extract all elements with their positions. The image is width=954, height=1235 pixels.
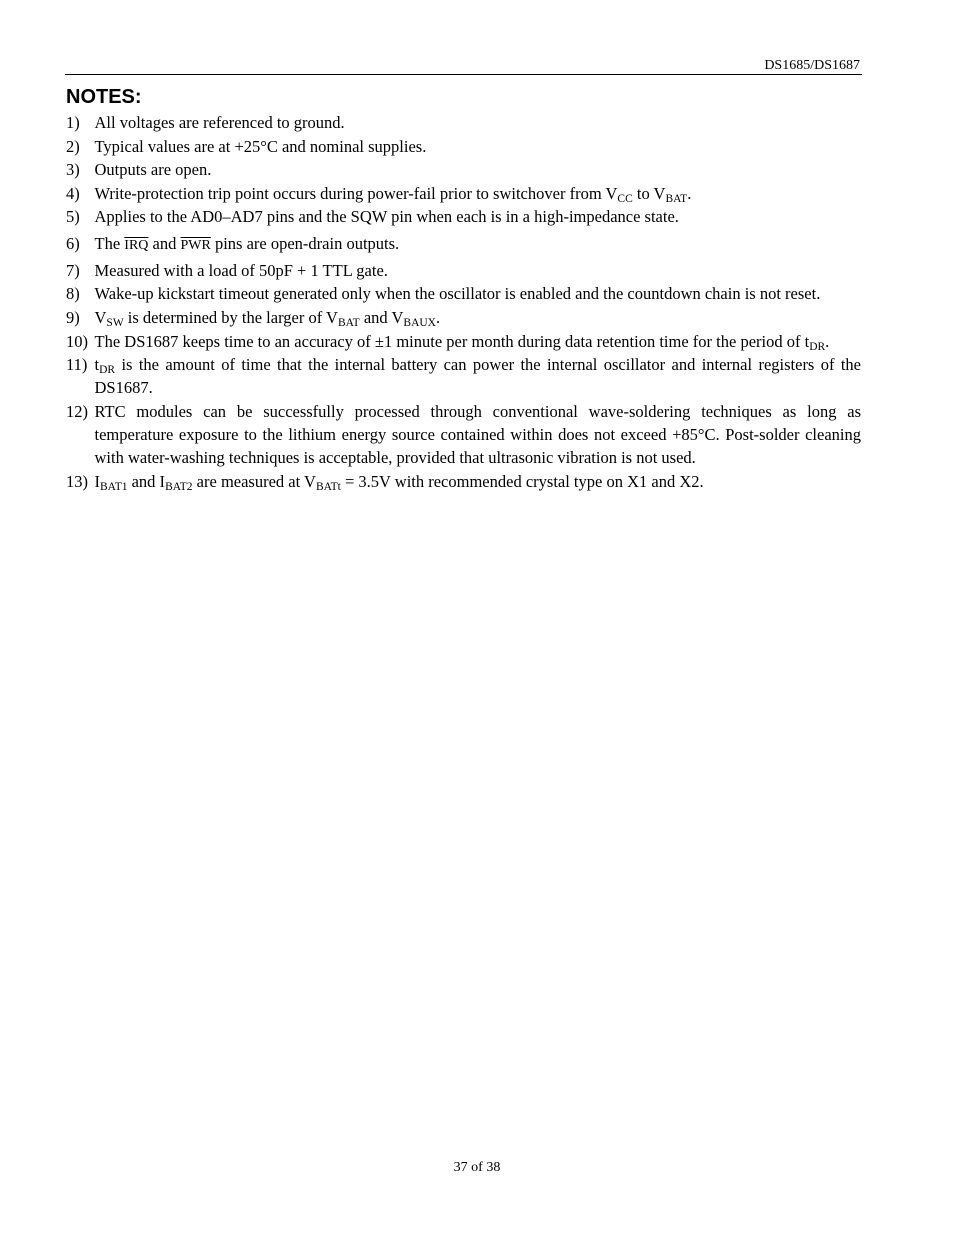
subscript: SW <box>106 317 124 330</box>
subscript: BATt <box>315 481 341 494</box>
note-item <box>66 400 861 470</box>
subscript: BAT1 <box>100 481 128 494</box>
note-number: 10) <box>66 331 88 351</box>
note-text: Wake-up kickstart timeout generated only when the oscillator is enabled and the countdown chain is not reset. <box>94 284 821 304</box>
note-text: and V <box>359 308 404 328</box>
note-text: t <box>94 355 100 375</box>
subscript: BAUX <box>403 317 436 330</box>
note-item <box>66 158 861 181</box>
note-text: The <box>94 234 125 254</box>
note-number: 13) <box>66 472 88 492</box>
note-text: . <box>687 183 692 203</box>
note-text: . <box>825 331 830 351</box>
note-text: V <box>94 308 107 328</box>
note-item <box>66 205 861 228</box>
notes-title: NOTES: <box>66 86 142 108</box>
note-number: 8) <box>66 284 80 304</box>
subscript: BAT <box>665 192 688 205</box>
header-doc-id: DS1685/DS1687 <box>764 58 860 73</box>
note-number: 12) <box>66 402 88 422</box>
note-number: 5) <box>66 207 80 227</box>
note-text: RTC modules can be successfully processed through conventional wave-soldering techniques as long as temperature exposure to the lithium energy source contained within does not exceed +85°C. Post-solder cleaning with water-washing techniques is acceptable, provided that ultrasonic vibration is not used. <box>94 402 861 468</box>
note-text: Write-protection trip point occurs during power-fail prior to switchover from V <box>94 183 618 203</box>
notes-list <box>66 111 861 493</box>
note-number: 11) <box>66 355 88 375</box>
subscript: CC <box>617 192 633 205</box>
page-number: 37 of 38 <box>453 1160 501 1175</box>
note-text: I <box>94 472 100 492</box>
note-number: 2) <box>66 136 80 156</box>
note-number: 1) <box>66 113 80 132</box>
pwr-pin-label: $\overline{PWR}$ <box>180 238 211 254</box>
note-item <box>66 135 861 158</box>
note-text: Measured with a load of 50pF + 1 TTL gate. <box>94 260 388 280</box>
note-number: 3) <box>66 160 80 180</box>
note-item <box>66 282 861 305</box>
header-rule <box>65 74 862 75</box>
note-number: 9) <box>66 308 80 328</box>
note-text: . <box>436 308 441 328</box>
note-text: Outputs are open. <box>94 160 212 180</box>
note-number: 6) <box>66 234 80 254</box>
irq-pin-label: $\overline{IRQ}$ <box>124 238 149 254</box>
note-text: pins are open-drain outputs. <box>210 234 400 254</box>
note-text: and <box>148 234 181 254</box>
note-text: Applies to the AD0–AD7 pins and the SQW pin when each is in a high-impedance state. <box>94 207 679 227</box>
note-number: 4) <box>66 183 80 203</box>
note-number: 7) <box>66 260 80 280</box>
note-item <box>66 353 861 399</box>
subscript: BAT <box>337 317 360 330</box>
subscript: DR <box>99 364 116 377</box>
note-item <box>66 111 861 134</box>
note-text: The DS1687 keeps time to an accuracy of ±1 minute per month during data retention time for the period of t <box>94 331 810 351</box>
subscript: BAT2 <box>165 481 193 494</box>
note-text: is determined by the larger of V <box>123 308 338 328</box>
note-text: and I <box>127 472 166 492</box>
note-item <box>66 470 861 493</box>
note-text: Typical values are at +25°C and nominal supplies. <box>94 136 427 156</box>
note-text: All voltages are referenced to ground. <box>94 113 345 132</box>
note-text: is the amount of time that the internal battery can power the internal oscillator and internal registers of the DS1687. <box>94 355 861 398</box>
subscript: DR <box>809 340 826 353</box>
note-text: are measured at V <box>192 472 316 492</box>
note-item <box>66 259 861 282</box>
note-item <box>66 306 861 329</box>
note-item <box>66 232 861 257</box>
note-item <box>66 330 861 353</box>
note-text: = 3.5V with recommended crystal type on X1 and X2. <box>340 472 704 492</box>
note-text: to V <box>632 183 666 203</box>
note-item <box>66 182 861 205</box>
